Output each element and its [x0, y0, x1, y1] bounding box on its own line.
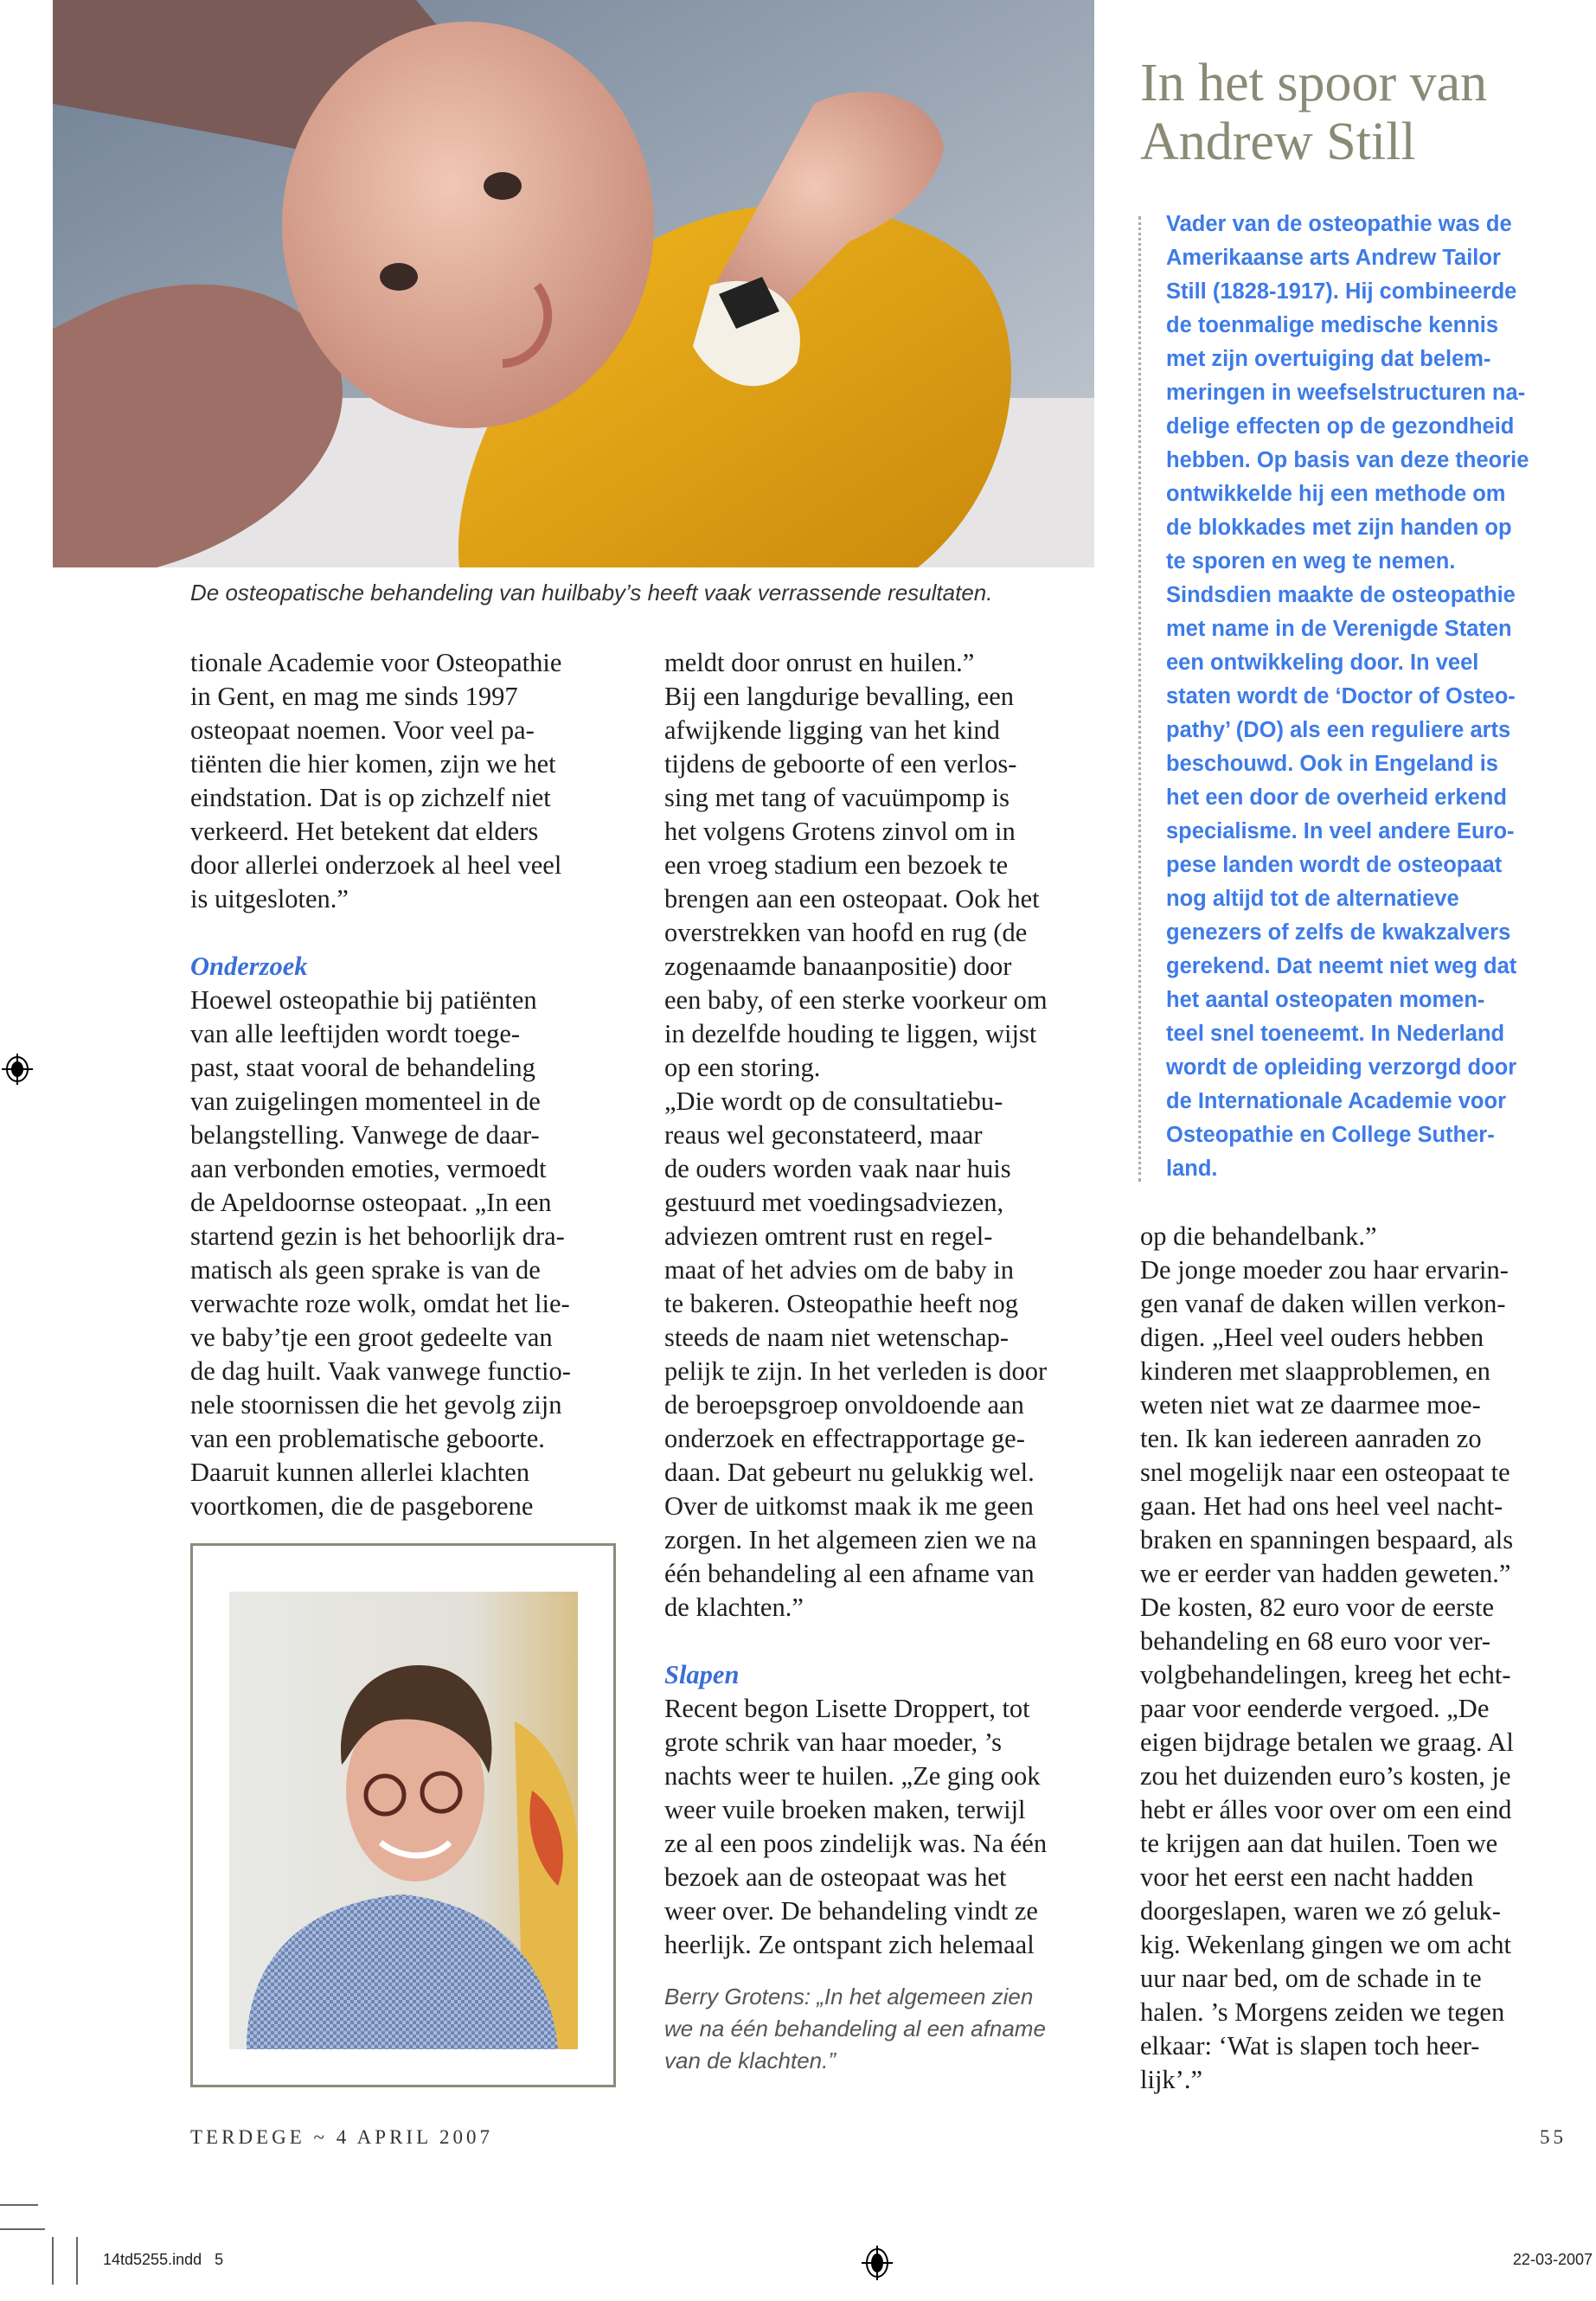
baby-photo	[53, 0, 1094, 567]
text-line: daan. Dat gebeurt nu gelukkig wel.	[664, 1458, 1035, 1487]
sidebar-line: Sindsdien maakte de osteopathie	[1166, 583, 1516, 607]
sidebar-line: Still (1828-1917). Hij combineerde	[1166, 279, 1517, 304]
text-line: adviezen omtrent rust en regel-	[664, 1221, 993, 1251]
pull-quote-line: van de klachten.”	[664, 2048, 836, 2073]
text-line: weer vuile broeken maken, terwijl	[664, 1795, 1026, 1824]
text-line: weten niet wat ze daarmee moe-	[1140, 1390, 1481, 1420]
sidebar-line: te sporen en weg te nemen.	[1166, 549, 1456, 574]
portrait-frame	[190, 1543, 616, 2087]
text-line: tijdens de geboorte of een verlos-	[664, 749, 1017, 779]
sidebar-line: Vader van de osteopathie was de	[1166, 212, 1512, 236]
text-line: snel mogelijk naar een osteopaat te	[1140, 1458, 1510, 1487]
sidebar-line: beschouwd. Ook in Engeland is	[1166, 752, 1498, 776]
sidebar-line: met name in de Verenigde Staten	[1166, 617, 1512, 641]
portrait-photo	[229, 1592, 578, 2049]
text-line: verkeerd. Het betekent dat elders	[190, 817, 539, 846]
article-column-1	[190, 646, 571, 1523]
text-line: „Die wordt op de consultatiebu-	[664, 1086, 1003, 1116]
text-line: steeds de naam niet wetenschap-	[664, 1323, 1010, 1352]
crop-mark	[0, 2204, 38, 2206]
article-column-2	[664, 646, 1048, 1962]
text-line: gestuurd met voedingsadviezen,	[664, 1188, 1004, 1217]
sidebar-line: wordt de opleiding verzorgd door	[1166, 1055, 1517, 1080]
sidebar-line: land.	[1166, 1157, 1218, 1181]
text-line: digen. „Heel veel ouders hebben	[1140, 1323, 1484, 1352]
sidebar-line: hebben. Op basis van deze theorie	[1166, 448, 1529, 472]
text-line: hebt er álles voor over om een eind	[1140, 1795, 1512, 1824]
sidebar-line: specialisme. In veel andere Euro-	[1166, 819, 1515, 843]
text-line: aan verbonden emoties, vermoedt	[190, 1154, 547, 1183]
text-line: van zuigelingen momenteel in de	[190, 1086, 541, 1116]
dotted-divider	[1138, 216, 1141, 1182]
text-line: meldt door onrust en huilen.”	[664, 648, 975, 677]
text-line: onderzoek en effectrapportage ge-	[664, 1424, 1025, 1453]
text-line: de Apeldoornse osteopaat. „In een	[190, 1188, 552, 1217]
sidebar-line: teel snel toeneemt. In Nederland	[1166, 1022, 1505, 1046]
text-line: de beroepsgroep onvoldoende aan	[664, 1390, 1024, 1420]
text-line: paar voor eenderde vergoed. „De	[1140, 1694, 1490, 1723]
sidebar-line: ontwikkelde hij een methode om	[1166, 482, 1506, 506]
text-line: op die behandelbank.”	[1140, 1221, 1377, 1251]
section-heading: Slapen	[664, 1660, 740, 1689]
text-line: zogenaamde banaanpositie) door	[664, 952, 1012, 981]
text-line: maat of het advies om de baby in	[664, 1255, 1015, 1285]
sidebar-line: een ontwikkeling door. In veel	[1166, 651, 1479, 675]
text-line	[190, 916, 571, 950]
crop-mark	[76, 2237, 78, 2285]
text-line: pelijk te zijn. In het verleden is door	[664, 1356, 1048, 1386]
text-line: op een storing.	[664, 1053, 821, 1082]
text-line: een baby, of een sterke voorkeur om	[664, 985, 1048, 1015]
text-line: nele stoornissen die het gevolg zijn	[190, 1390, 562, 1420]
text-line: past, staat vooral de behandeling	[190, 1053, 535, 1082]
text-line: voortkomen, die de pasgeborene	[190, 1491, 534, 1521]
text-line: te bakeren. Osteopathie heeft nog	[664, 1289, 1019, 1318]
registration-mark-icon	[2, 1052, 33, 1091]
text-line: kinderen met slaapproblemen, en	[1140, 1356, 1490, 1386]
sidebar-line: het aantal osteopaten momen-	[1166, 988, 1485, 1012]
text-line: overstrekken van hoofd en rug (de	[664, 918, 1028, 947]
text-line: matisch als geen sprake is van de	[190, 1255, 541, 1285]
text-line	[664, 1625, 1048, 1658]
text-line: een vroeg stadium een bezoek te	[664, 850, 1009, 880]
sidebar-line: genezers of zelfs de kwakzalvers	[1166, 920, 1511, 945]
page-number: 55	[1540, 2126, 1567, 2148]
text-line: in dezelfde houding te liggen, wijst	[664, 1019, 1037, 1048]
text-line: te krijgen aan dat huilen. Toen we	[1140, 1829, 1498, 1858]
text-line: Recent begon Lisette Droppert, tot	[664, 1694, 1030, 1723]
sidebar-line: Osteopathie en College Suther-	[1166, 1123, 1495, 1147]
text-line: ve baby’tje een groot gedeelte van	[190, 1323, 553, 1352]
text-line: belangstelling. Vanwege de daar-	[190, 1120, 540, 1150]
text-line: verwachte roze wolk, omdat het lie-	[190, 1289, 570, 1318]
text-line: van alle leeftijden wordt toege-	[190, 1019, 521, 1048]
text-line: in Gent, en mag me sinds 1997	[190, 682, 518, 711]
sidebar-text	[1166, 208, 1529, 1186]
text-line: we er eerder van hadden geweten.”	[1140, 1559, 1511, 1588]
text-line: volgbehandelingen, kreeg het echt-	[1140, 1660, 1511, 1689]
text-line: De kosten, 82 euro voor de eerste	[1140, 1593, 1495, 1622]
sidebar-line: pathy’ (DO) als een reguliere arts	[1166, 718, 1511, 742]
text-line: lijk’.”	[1140, 2065, 1202, 2094]
text-line: de klachten.”	[664, 1593, 804, 1622]
sidebar-title	[1140, 54, 1487, 171]
sidebar-line: delige effecten op de gezondheid	[1166, 414, 1515, 439]
text-line: brengen aan een osteopaat. Ook het	[664, 884, 1040, 913]
text-line: zou het duizenden euro’s kosten, je	[1140, 1761, 1511, 1791]
text-line: doorgeslapen, waren we zó geluk-	[1140, 1896, 1501, 1926]
text-line: tionale Academie voor Osteopathie	[190, 648, 562, 677]
photo-caption: De osteopatische behandeling van huilbaby’s heeft vaak verrassende resultaten.	[190, 580, 993, 606]
crop-mark	[0, 2228, 45, 2230]
sidebar-line: de blokkades met zijn handen op	[1166, 516, 1512, 540]
text-line: De jonge moeder zou haar ervarin-	[1140, 1255, 1509, 1285]
text-line: nachts weer te huilen. „Ze ging ook	[664, 1761, 1041, 1791]
text-line: van een problematische geboorte.	[190, 1424, 545, 1453]
text-line: zorgen. In het algemeen zien we na	[664, 1525, 1037, 1554]
slug-date: 22-03-2007	[1512, 2251, 1593, 2268]
sidebar-line: met zijn overtuiging dat belem-	[1166, 347, 1491, 371]
text-line: Hoewel osteopathie bij patiënten	[190, 985, 537, 1015]
text-line: braken en spanningen bespaard, als	[1140, 1525, 1514, 1554]
text-line: tiënten die hier komen, zijn we het	[190, 749, 556, 779]
text-line: Bij een langdurige bevalling, een	[664, 682, 1014, 711]
text-line: het volgens Grotens zinvol om in	[664, 817, 1016, 846]
sidebar-line: de Internationale Academie voor	[1166, 1089, 1506, 1113]
text-line: de ouders worden vaak naar huis	[664, 1154, 1011, 1183]
sidebar-line: de toenmalige medische kennis	[1166, 313, 1499, 337]
text-line: afwijkende ligging van het kind	[664, 715, 1000, 745]
text-line: is uitgesloten.”	[190, 884, 349, 913]
text-line: elkaar: ‘Wat is slapen toch heer-	[1140, 2031, 1480, 2061]
text-line: osteopaat noemen. Voor veel pa-	[190, 715, 535, 745]
pull-quote	[664, 1981, 1046, 2077]
text-line: bezoek aan de osteopaat was het	[664, 1862, 1007, 1892]
slug-filename: 14td5255.indd 5	[103, 2251, 224, 2268]
registration-mark-icon	[862, 2246, 893, 2285]
text-line: uur naar bed, om de schade in te	[1140, 1964, 1482, 1993]
article-column-3	[1140, 1220, 1514, 2097]
sidebar-line: gerekend. Dat neemt niet weg dat	[1166, 954, 1517, 978]
text-line: behandeling en 68 euro voor ver-	[1140, 1626, 1491, 1656]
sidebar-line: Amerikaanse arts Andrew Tailor	[1166, 246, 1501, 270]
text-line: gaan. Het had ons heel veel nacht-	[1140, 1491, 1503, 1521]
text-line: heerlijk. Ze ontspant zich helemaal	[664, 1930, 1035, 1959]
text-line: eindstation. Dat is op zichzelf niet	[190, 783, 551, 812]
text-line: weer over. De behandeling vindt ze	[664, 1896, 1038, 1926]
text-line: gen vanaf de daken willen verkon-	[1140, 1289, 1506, 1318]
sidebar-title-line: Andrew Still	[1140, 112, 1416, 171]
text-line: eigen bijdrage betalen we graag. Al	[1140, 1727, 1514, 1757]
sidebar-line: staten wordt de ‘Doctor of Osteo-	[1166, 684, 1516, 708]
sidebar-title-line: In het spoor van	[1140, 54, 1488, 112]
crop-mark	[52, 2237, 54, 2285]
text-line: grote schrik van haar moeder, ’s	[664, 1727, 1003, 1757]
sidebar-line: nog altijd tot de alternatieve	[1166, 887, 1459, 911]
text-line: Over de uitkomst maak ik me geen	[664, 1491, 1034, 1521]
text-line: startend gezin is het behoorlijk dra-	[190, 1221, 565, 1251]
text-line: voor het eerst een nacht hadden	[1140, 1862, 1474, 1892]
publication-footer: TERDEGE ~ 4 APRIL 2007	[190, 2126, 494, 2148]
text-line: reaus wel geconstateerd, maar	[664, 1120, 983, 1150]
pull-quote-line: we na één behandeling al een afname	[664, 2016, 1046, 2041]
section-heading: Onderzoek	[190, 952, 308, 981]
text-line: één behandeling al een afname van	[664, 1559, 1035, 1588]
sidebar-line: het een door de overheid erkend	[1166, 785, 1507, 810]
text-line: door allerlei onderzoek al heel veel	[190, 850, 562, 880]
text-line: de dag huilt. Vaak vanwege functio-	[190, 1356, 571, 1386]
text-line: halen. ’s Morgens zeiden we tegen	[1140, 1997, 1505, 2027]
pull-quote-line: Berry Grotens: „In het algemeen zien	[664, 1984, 1034, 2009]
sidebar-line: pese landen wordt de osteopaat	[1166, 853, 1503, 877]
text-line: ze al een poos zindelijk was. Na één	[664, 1829, 1048, 1858]
text-line: kig. Wekenlang gingen we om acht	[1140, 1930, 1511, 1959]
text-line: ten. Ik kan iedereen aanraden zo	[1140, 1424, 1482, 1453]
text-line: sing met tang of vacuümpomp is	[664, 783, 1010, 812]
sidebar-line: meringen in weefselstructuren na-	[1166, 381, 1526, 405]
text-line: Daaruit kunnen allerlei klachten	[190, 1458, 530, 1487]
